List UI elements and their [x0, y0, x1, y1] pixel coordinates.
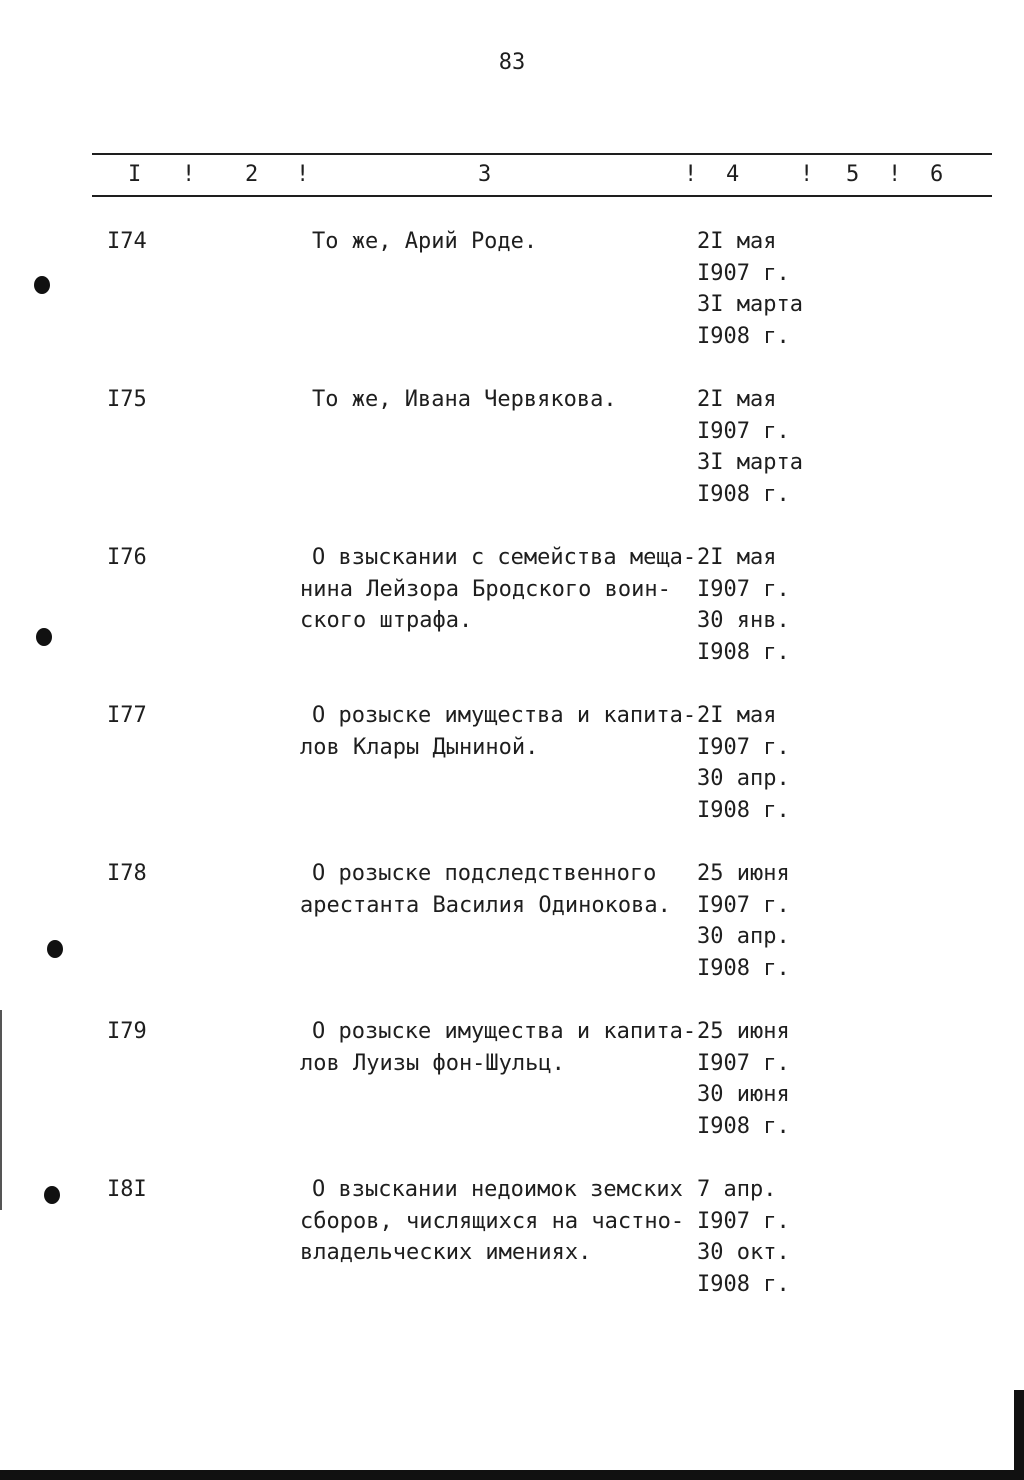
- record-dates: [697, 542, 790, 668]
- description-line: нина Лейзора Бродского воин-: [300, 576, 671, 602]
- description-line: То же, Арий Роде.: [312, 229, 538, 254]
- header-separator: !: [684, 162, 698, 187]
- header-col-1: I: [128, 162, 142, 187]
- table-row: [0, 1174, 1024, 1314]
- header-separator: !: [182, 162, 196, 187]
- table-top-rule: [92, 153, 992, 155]
- record-dates: [697, 226, 803, 352]
- date-line: 3I марта: [697, 292, 803, 317]
- record-number: I79: [107, 1019, 147, 1044]
- date-line: 30 апр.: [697, 766, 790, 791]
- scan-edge-bottom: [0, 1470, 1024, 1480]
- description-line: арестанта Василия Одинокова.: [300, 892, 671, 918]
- description-line: сборов, числящихся на частно-: [300, 1208, 685, 1234]
- date-line: 2I мая: [697, 387, 777, 412]
- scan-edge-right: [1014, 1390, 1024, 1480]
- punch-hole: [44, 1186, 60, 1204]
- record-dates: [697, 700, 790, 826]
- record-dates: [697, 1016, 790, 1142]
- record-number: I74: [107, 229, 147, 254]
- record-description: [300, 226, 690, 258]
- table-row: [0, 226, 1024, 384]
- record-number: I77: [107, 703, 147, 728]
- date-line: I908 г.: [697, 1271, 790, 1297]
- date-line: I908 г.: [697, 481, 790, 507]
- record-dates: [697, 384, 803, 510]
- record-dates: [697, 1174, 790, 1300]
- table-row: [0, 384, 1024, 542]
- scan-edge-left: [0, 1010, 2, 1210]
- date-line: 7 апр.: [697, 1177, 777, 1202]
- date-line: I907 г.: [697, 1208, 790, 1234]
- punch-hole: [47, 940, 63, 958]
- description-line: О розыске имущества и капита-: [312, 1019, 697, 1044]
- record-description: [300, 858, 690, 921]
- date-line: I908 г.: [697, 639, 790, 665]
- description-line: О взыскании недоимок земских: [312, 1177, 683, 1202]
- date-line: I907 г.: [697, 260, 790, 286]
- date-line: I907 г.: [697, 576, 790, 602]
- header-separator: !: [296, 162, 310, 187]
- date-line: 30 окт.: [697, 1240, 790, 1265]
- header-col-6: 6: [930, 162, 944, 187]
- date-line: I907 г.: [697, 734, 790, 760]
- record-description: [300, 384, 690, 416]
- record-description: [300, 1174, 690, 1269]
- description-line: лов Луизы фон-Шульц.: [300, 1050, 565, 1076]
- date-line: 3I марта: [697, 450, 803, 475]
- records-list: [0, 226, 1024, 1314]
- table-row: [0, 542, 1024, 700]
- record-description: [300, 1016, 697, 1079]
- record-number: I75: [107, 387, 147, 412]
- table-row: [0, 1016, 1024, 1174]
- record-description: [300, 700, 697, 763]
- header-col-3: 3: [478, 162, 492, 187]
- record-description: [300, 542, 697, 637]
- date-line: I907 г.: [697, 1050, 790, 1076]
- date-line: 25 июня: [697, 861, 790, 886]
- date-line: 30 июня: [697, 1082, 790, 1107]
- header-separator: !: [888, 162, 902, 187]
- description-line: лов Клары Дыниной.: [300, 734, 539, 760]
- table-row: [0, 858, 1024, 1016]
- date-line: I908 г.: [697, 797, 790, 823]
- date-line: I907 г.: [697, 892, 790, 918]
- header-col-5: 5: [846, 162, 860, 187]
- table-row: [0, 700, 1024, 858]
- description-line: ского штрафа.: [300, 608, 473, 633]
- header-separator: !: [800, 162, 814, 187]
- date-line: I907 г.: [697, 418, 790, 444]
- date-line: 2I мая: [697, 703, 777, 728]
- record-number: I78: [107, 861, 147, 886]
- date-line: 30 апр.: [697, 924, 790, 949]
- date-line: 2I мая: [697, 229, 777, 254]
- record-dates: [697, 858, 790, 984]
- date-line: I908 г.: [697, 323, 790, 349]
- header-col-2: 2: [245, 162, 259, 187]
- description-line: То же, Ивана Червякова.: [312, 387, 617, 412]
- table-header-rule: [92, 195, 992, 197]
- record-number: I8I: [107, 1177, 147, 1202]
- description-line: О взыскании с семейства меща-: [312, 545, 697, 570]
- punch-hole: [36, 628, 52, 646]
- page-number: 83: [498, 50, 526, 75]
- description-line: О розыске имущества и капита-: [312, 703, 697, 728]
- date-line: I908 г.: [697, 1113, 790, 1139]
- date-line: 30 янв.: [697, 608, 790, 633]
- date-line: 25 июня: [697, 1019, 790, 1044]
- header-col-4: 4: [726, 162, 740, 187]
- punch-hole: [34, 276, 50, 294]
- date-line: I908 г.: [697, 955, 790, 981]
- description-line: владельческих имениях.: [300, 1240, 592, 1265]
- date-line: 2I мая: [697, 545, 777, 570]
- record-number: I76: [107, 545, 147, 570]
- description-line: О розыске подследственного: [312, 861, 657, 886]
